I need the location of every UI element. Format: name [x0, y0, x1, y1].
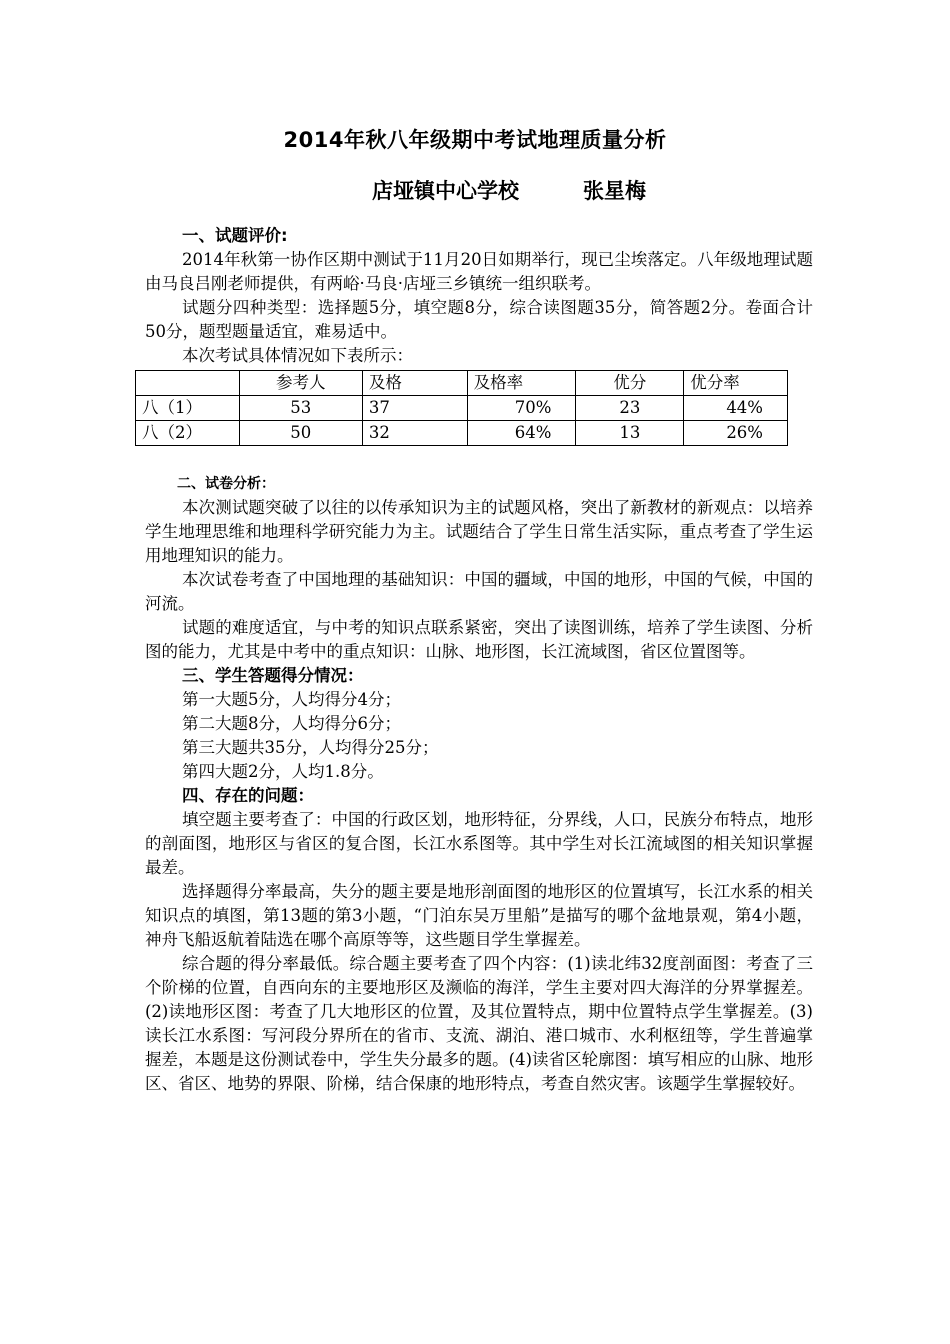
table-cell: 50: [239, 421, 362, 446]
section4-paragraph: 综合题的得分率最低。综合题主要考查了四个内容：(1)读北纬32度剖面图：考查了三个阶梯的位置，自西向东的主要地形区及濒临的海洋，学生主要对四大海洋的分界掌握差。(2)读地形区图：考查了几大地形区的位置，及其位置特点，期中位置特点学生掌握差。(3)读长江水系图：写河段分界所在的省市、支流、湖泊、港口城市、水利枢纽等，学生普遍掌握差，本题是这份测试卷中，学生失分最多的题。(4)读省区轮廓图：填写相应的山脉、地形区、省区、地势的界限、阶梯，结合保康的地形特点，考查自然灾害。该题学生掌握较好。: [145, 954, 813, 1093]
table-cell: 八（1）: [136, 396, 240, 421]
table-header-cell: [136, 371, 240, 396]
section1-heading: 一、试题评价:: [182, 226, 288, 245]
table-cell: 13: [576, 421, 684, 446]
school-name: 店垭镇中心学校: [372, 179, 519, 203]
section4-paragraph: 填空题主要考查了：中国的行政区划，地形特征，分界线，人口，民族分布特点，地形的剖面图，地形区与省区的复合图，长江水系图等。其中学生对长江流域图的相关知识掌握最差。: [145, 810, 813, 877]
document-title: 2014年秋八年级期中考试地理质量分析: [283, 128, 667, 152]
score-line: 第四大题2分，人均1.8分。: [182, 762, 384, 781]
table-cell: 53: [239, 396, 362, 421]
table-cell: 26%: [684, 421, 788, 446]
table-cell: 37: [362, 396, 467, 421]
results-table: [135, 370, 788, 446]
section4-paragraph: 选择题得分率最高，失分的题主要是地形剖面图的地形区的位置填写，长江水系的相关知识点的填图，第13题的第3小题，“门泊东吴万里船”是描写的哪个盆地景观，第4小题，神舟飞船返航着陆选在哪个高原等等，这些题目学生掌握差。: [145, 882, 813, 949]
table-header-cell: 优分率: [684, 371, 788, 396]
document-body: [142, 224, 813, 1096]
table-cell: 八（2）: [136, 421, 240, 446]
table-header-row: [136, 371, 788, 396]
document-subtitle: [372, 175, 646, 205]
section1-paragraph: 2014年秋第一协作区期中测试于11月20日如期举行，现已尘埃落定。八年级地理试题由马良吕刚老师提供，有两峪·马良·店垭三乡镇统一组织联考。: [145, 250, 813, 293]
table-cell: 64%: [467, 421, 576, 446]
table-cell: 44%: [684, 396, 788, 421]
table-header-cell: 及格: [362, 371, 467, 396]
author-name: 张星梅: [583, 179, 646, 203]
table-row: [136, 396, 788, 421]
section2-paragraph: 本次试卷考查了中国地理的基础知识：中国的疆域，中国的地形，中国的气候，中国的河流。: [145, 570, 813, 613]
section2-paragraph: 试题的难度适宜，与中考的知识点联系紧密，突出了读图训练，培养了学生读图、分析图的能力，尤其是中考中的重点知识：山脉、地形图，长江流域图，省区位置图等。: [145, 618, 813, 661]
section4-heading: 四、存在的问题：: [182, 786, 314, 805]
table-cell: 32: [362, 421, 467, 446]
table-row: [136, 421, 788, 446]
table-header-cell: 参考人: [239, 371, 362, 396]
table-header-cell: 及格率: [467, 371, 576, 396]
section3-heading: 三、学生答题得分情况：: [182, 666, 364, 685]
section1-paragraph: 试题分四种类型：选择题5分，填空题8分，综合读图题35分，简答题2分。卷面合计50分，题型题量适宜，难易适中。: [145, 298, 813, 341]
score-line: 第一大题5分，人均得分4分；: [182, 690, 401, 709]
section1-paragraph: 本次考试具体情况如下表所示：: [182, 346, 413, 365]
spacer: [145, 446, 813, 472]
section2-heading: 二、试卷分析：: [177, 476, 275, 492]
score-line: 第三大题共35分，人均得分25分；: [182, 738, 439, 757]
score-line: 第二大题8分，人均得分6分；: [182, 714, 401, 733]
section2-paragraph: 本次测试题突破了以往的以传承知识为主的试题风格，突出了新教材的新观点：以培养学生地理思维和地理科学研究能力为主。试题结合了学生日常生活实际，重点考查了学生运用地理知识的能力。: [145, 498, 813, 565]
table-cell: 70%: [467, 396, 576, 421]
table-cell: 23: [576, 396, 684, 421]
table-header-cell: 优分: [576, 371, 684, 396]
